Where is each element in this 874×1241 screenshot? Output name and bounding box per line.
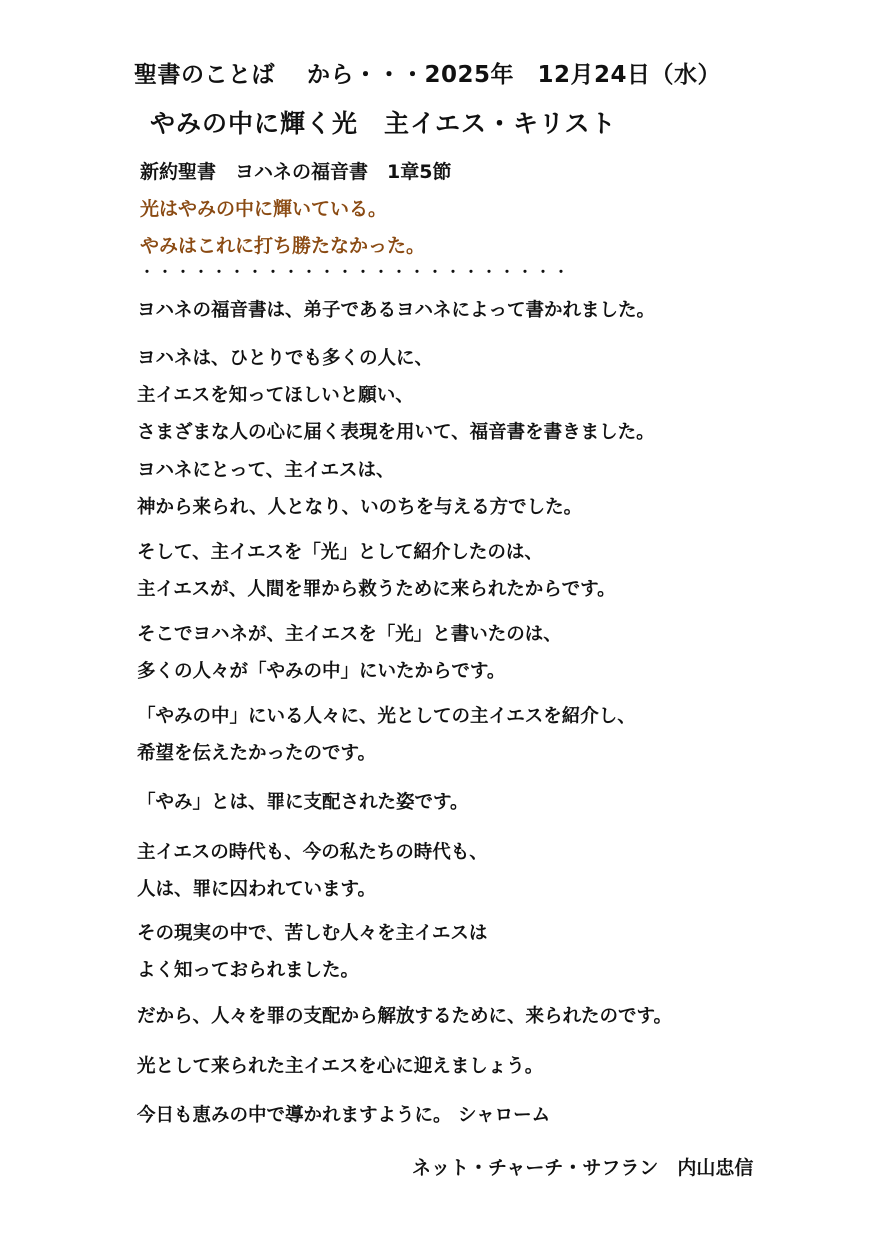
verse-line-1: 光はやみの中に輝いている。 xyxy=(140,198,388,220)
body-line: 「やみの中」にいる人々に、光としての主イエスを紹介し、 xyxy=(137,706,636,727)
body-line: 希望を伝えたかったのです。 xyxy=(137,743,377,764)
body-line: よく知っておられました。 xyxy=(137,960,360,981)
body-line: 多くの人々が「やみの中」にいたからです。 xyxy=(137,661,506,682)
body-line: ヨハネにとって、主イエスは、 xyxy=(137,460,395,481)
body-line: 光として来られた主イエスを心に迎えましょう。 xyxy=(137,1056,544,1077)
body-line: 人は、罪に囚われています。 xyxy=(137,879,377,900)
body-line: 主イエスを知ってほしいと願い、 xyxy=(137,385,414,406)
paragraph xyxy=(137,998,672,1035)
paragraph xyxy=(137,534,616,608)
paragraph xyxy=(137,616,562,690)
paragraph xyxy=(137,1097,550,1134)
body-line: 「やみ」とは、罪に支配された姿です。 xyxy=(137,792,469,813)
paragraph xyxy=(137,834,488,908)
body-line: ヨハネの福音書は、弟子であるヨハネによって書かれました。 xyxy=(137,300,656,321)
paragraph xyxy=(137,292,655,329)
paragraph xyxy=(137,698,636,772)
paragraph xyxy=(137,915,487,989)
paragraph xyxy=(137,340,655,451)
body-line: さまざまな人の心に届く表現を用いて、福音書を書きました。 xyxy=(137,422,655,443)
body-line: 今日も恵みの中で導かれますように。 シャローム xyxy=(137,1105,551,1126)
scripture-reference: 新約聖書 ヨハネの福音書 1章5節 xyxy=(140,161,452,183)
signature: ネット・チャーチ・サフラン 内山忠信 xyxy=(412,1157,754,1179)
body-line: 主イエスが、人間を罪から救うために来られたからです。 xyxy=(137,579,616,600)
body-line: 主イエスの時代も、今の私たちの時代も、 xyxy=(137,842,488,863)
verse-line-2: やみはこれに打ち勝たなかった。 xyxy=(140,235,426,257)
body-line: その現実の中で、苦しむ人々を主イエスは xyxy=(137,923,488,944)
body-line: 神から来られ、人となり、いのちを与える方でした。 xyxy=(137,497,583,518)
separator-dots: ・・・・・・・・・・・・・・・・・・・・・・・・ xyxy=(140,265,572,281)
header-line: 聖書のことば から・・・2025年 12月24日（水） xyxy=(134,62,722,88)
body-line: ヨハネは、ひとりでも多くの人に、 xyxy=(137,348,434,369)
paragraph xyxy=(137,452,582,526)
body-line: そして、主イエスを「光」として紹介したのは、 xyxy=(137,542,543,563)
page-title: やみの中に輝く光 主イエス・キリスト xyxy=(150,109,617,138)
body-line: そこでヨハネが、主イエスを「光」と書いたのは、 xyxy=(137,624,562,645)
paragraph xyxy=(137,784,469,821)
paragraph xyxy=(137,1048,543,1085)
body-line: だから、人々を罪の支配から解放するために、来られたのです。 xyxy=(137,1006,673,1027)
